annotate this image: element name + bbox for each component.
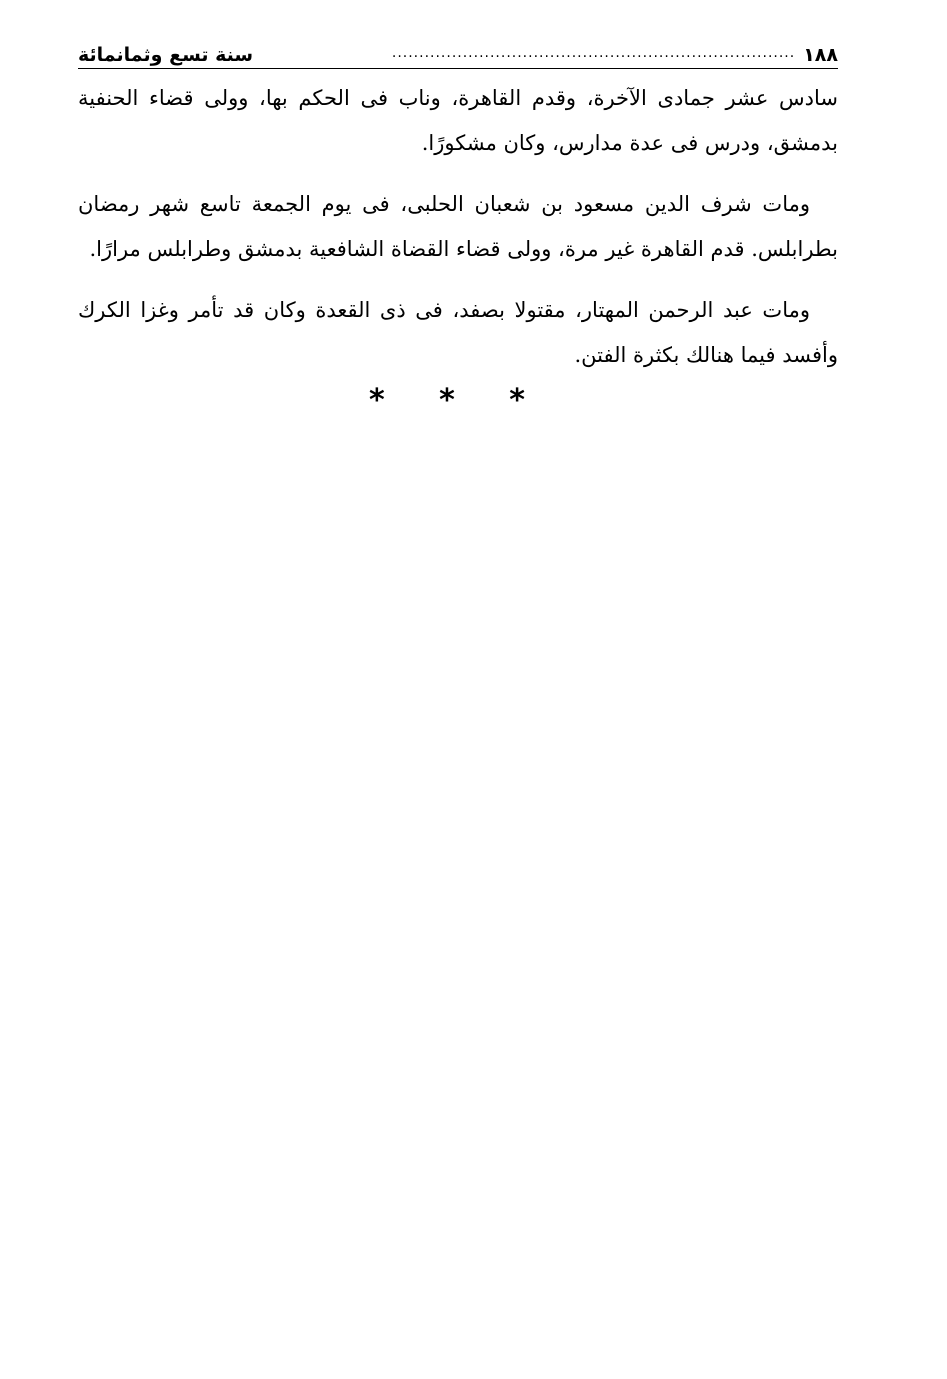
paragraph: ومات شرف الدين مسعود بن شعبان الحلبى، فى يوم الجمعة تاسع شهر رمضان بطرابلس. قدم القاهرة غير مرة، وولى قضاء القضاة الشافعية بدمشق وطرابلس مرارًا. — [78, 192, 838, 261]
page-number: ١٨٨ — [803, 44, 838, 66]
header-leader-dots: .......................................................................... — [391, 46, 796, 61]
running-title: سنة تسع وثمانمائة — [78, 44, 254, 66]
paragraph: ومات عبد الرحمن المهتار، مقتولا بصفد، فى ذى القعدة وكان قد تأمر وغزا الكرك وأفسد فيما هنالك بكثرة الفتن. — [78, 298, 838, 367]
page-header — [78, 34, 838, 66]
paragraph: سادس عشر جمادى الآخرة، وقدم القاهرة، وناب فى الحكم بها، وولى قضاء الحنفية بدمشق، ودرس فى عدة مدارس، وكان مشكورًا. — [78, 86, 838, 155]
header-rule — [78, 68, 838, 69]
section-separator: * * * — [369, 383, 547, 418]
body-text — [78, 76, 838, 394]
